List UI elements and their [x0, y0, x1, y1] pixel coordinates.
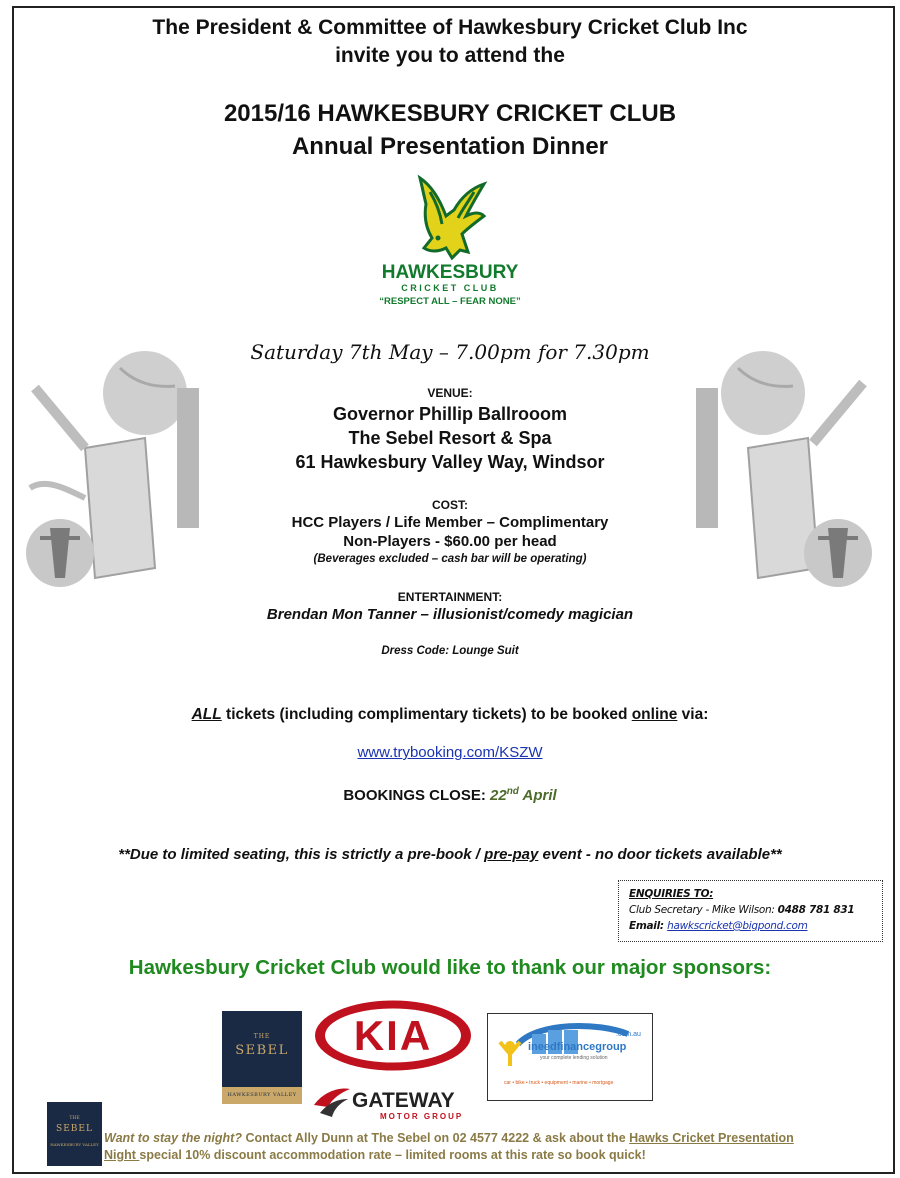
close-month: April [518, 787, 557, 804]
close-day: 22 [490, 787, 507, 804]
close-suffix: nd [506, 786, 519, 797]
enquiries-contact [629, 902, 872, 918]
enquiries-email [629, 918, 872, 934]
sebel-place: HAWKESBURY VALLEY [227, 1092, 297, 1098]
event-subtitle: Annual Presentation Dinner [291, 133, 609, 160]
club-logo [380, 172, 520, 312]
promo-text-2: special 10% discount accommodation rate – limited rooms at this rate so book quick! [139, 1148, 646, 1162]
contact-phone: 0488 781 831 [777, 904, 855, 916]
enquiries-heading: ENQUIRIES TO: [629, 888, 714, 900]
sebel-band [222, 1087, 302, 1104]
venue-line: The Sebel Resort & Spa [348, 428, 552, 448]
gateway-logo [310, 1083, 475, 1125]
limited-pre: **Due to limited seating, this is strictly a pre-book / [118, 846, 485, 863]
entertainment-label: ENTERTAINMENT: [397, 590, 503, 604]
email-label: Email: [629, 920, 668, 932]
kia-logo [313, 998, 473, 1073]
ineedfinance-logo [487, 1013, 653, 1101]
booking-all: ALL [191, 706, 222, 723]
gateway-text: GATEWAY [352, 1089, 455, 1112]
booking-middle: tickets (including complimentary tickets) to be booked [221, 706, 632, 723]
booking-link-line [0, 744, 900, 761]
cost-label: COST: [432, 498, 468, 512]
venue-label: VENUE: [427, 386, 473, 400]
cost-note: (Beverages excluded – cash bar will be operating) [313, 553, 587, 565]
promo-highlight-2: Night [104, 1148, 140, 1162]
event-title: 2015/16 HAWKESBURY CRICKET CLUB [223, 100, 677, 127]
limited-post: event - no door tickets available** [538, 846, 782, 863]
gateway-sub: MOTOR GROUP [380, 1112, 464, 1121]
finance-tagline: your complete lending solution [540, 1055, 608, 1061]
eagle-icon [380, 172, 520, 264]
promo-highlight-1: Hawks Cricket Presentation [629, 1131, 794, 1145]
sebel-name: SEBEL [235, 1043, 289, 1058]
sebel-logo-small [47, 1102, 102, 1166]
venue-line: Governor Phillip Ballrooom [332, 404, 568, 424]
entertainment-value: Brendan Mon Tanner – illusionist/comedy magician [266, 606, 634, 623]
contact-name: Club Secretary - Mike Wilson: [629, 904, 778, 916]
sebel-small-name: SEBEL [56, 1124, 93, 1134]
finance-name: ineedfinancegroup [528, 1041, 627, 1053]
sebel-small-place: HAWKESBURY VALLEY [50, 1142, 99, 1147]
booking-end: via: [677, 706, 709, 723]
logo-motto: “RESPECT ALL – FEAR NONE” [379, 296, 521, 307]
booking-online: online [631, 706, 678, 723]
logo-subtitle: CRICKET CLUB [401, 283, 499, 293]
promo-question: Want to stay the night? [104, 1131, 242, 1145]
invite-line-2: invite you to attend the [335, 44, 565, 67]
dress-code: Dress Code: Lounge Suit [381, 645, 519, 657]
invite-line-1: The President & Committee of Hawkesbury Cricket Club Inc [152, 16, 748, 39]
sebel-logo [222, 1011, 302, 1104]
finance-graphic [488, 1014, 651, 1099]
finance-list: car • bike • truck • equipment • marine • mortgage [504, 1080, 614, 1086]
cost-line: Non-Players - $60.00 per head [343, 533, 557, 550]
bookings-close-date [490, 787, 557, 804]
kia-text: KIA [353, 1012, 433, 1059]
limited-prepay: pre-pay [484, 846, 539, 863]
promo-text-1: Contact Ally Dunn at The Sebel on 02 4577 4222 & ask about the [241, 1131, 630, 1145]
email-link[interactable]: hawkscricket@bigpond.com [667, 920, 808, 932]
event-date-time: Saturday 7th May – 7.00pm for 7.30pm [250, 340, 650, 364]
bookings-close-label: BOOKINGS CLOSE: [343, 787, 490, 804]
booking-link[interactable]: www.trybooking.com/KSZW [357, 744, 543, 761]
limited-seating-notice [0, 846, 900, 863]
finance-domain: .com.au [616, 1031, 641, 1038]
enquiries-box [618, 880, 883, 942]
cost-line: HCC Players / Life Member – Complimentary [291, 514, 609, 531]
accommodation-promo [104, 1130, 874, 1164]
bookings-close [0, 786, 900, 804]
venue-line: 61 Hawkesbury Valley Way, Windsor [295, 452, 605, 472]
booking-instructions [0, 706, 900, 724]
sebel-small-the: THE [69, 1116, 80, 1121]
logo-name: HAWKESBURY [381, 262, 519, 283]
sponsors-thanks: Hawkesbury Cricket Club would like to thank our major sponsors: [128, 956, 772, 979]
sebel-the: THE [253, 1033, 271, 1040]
